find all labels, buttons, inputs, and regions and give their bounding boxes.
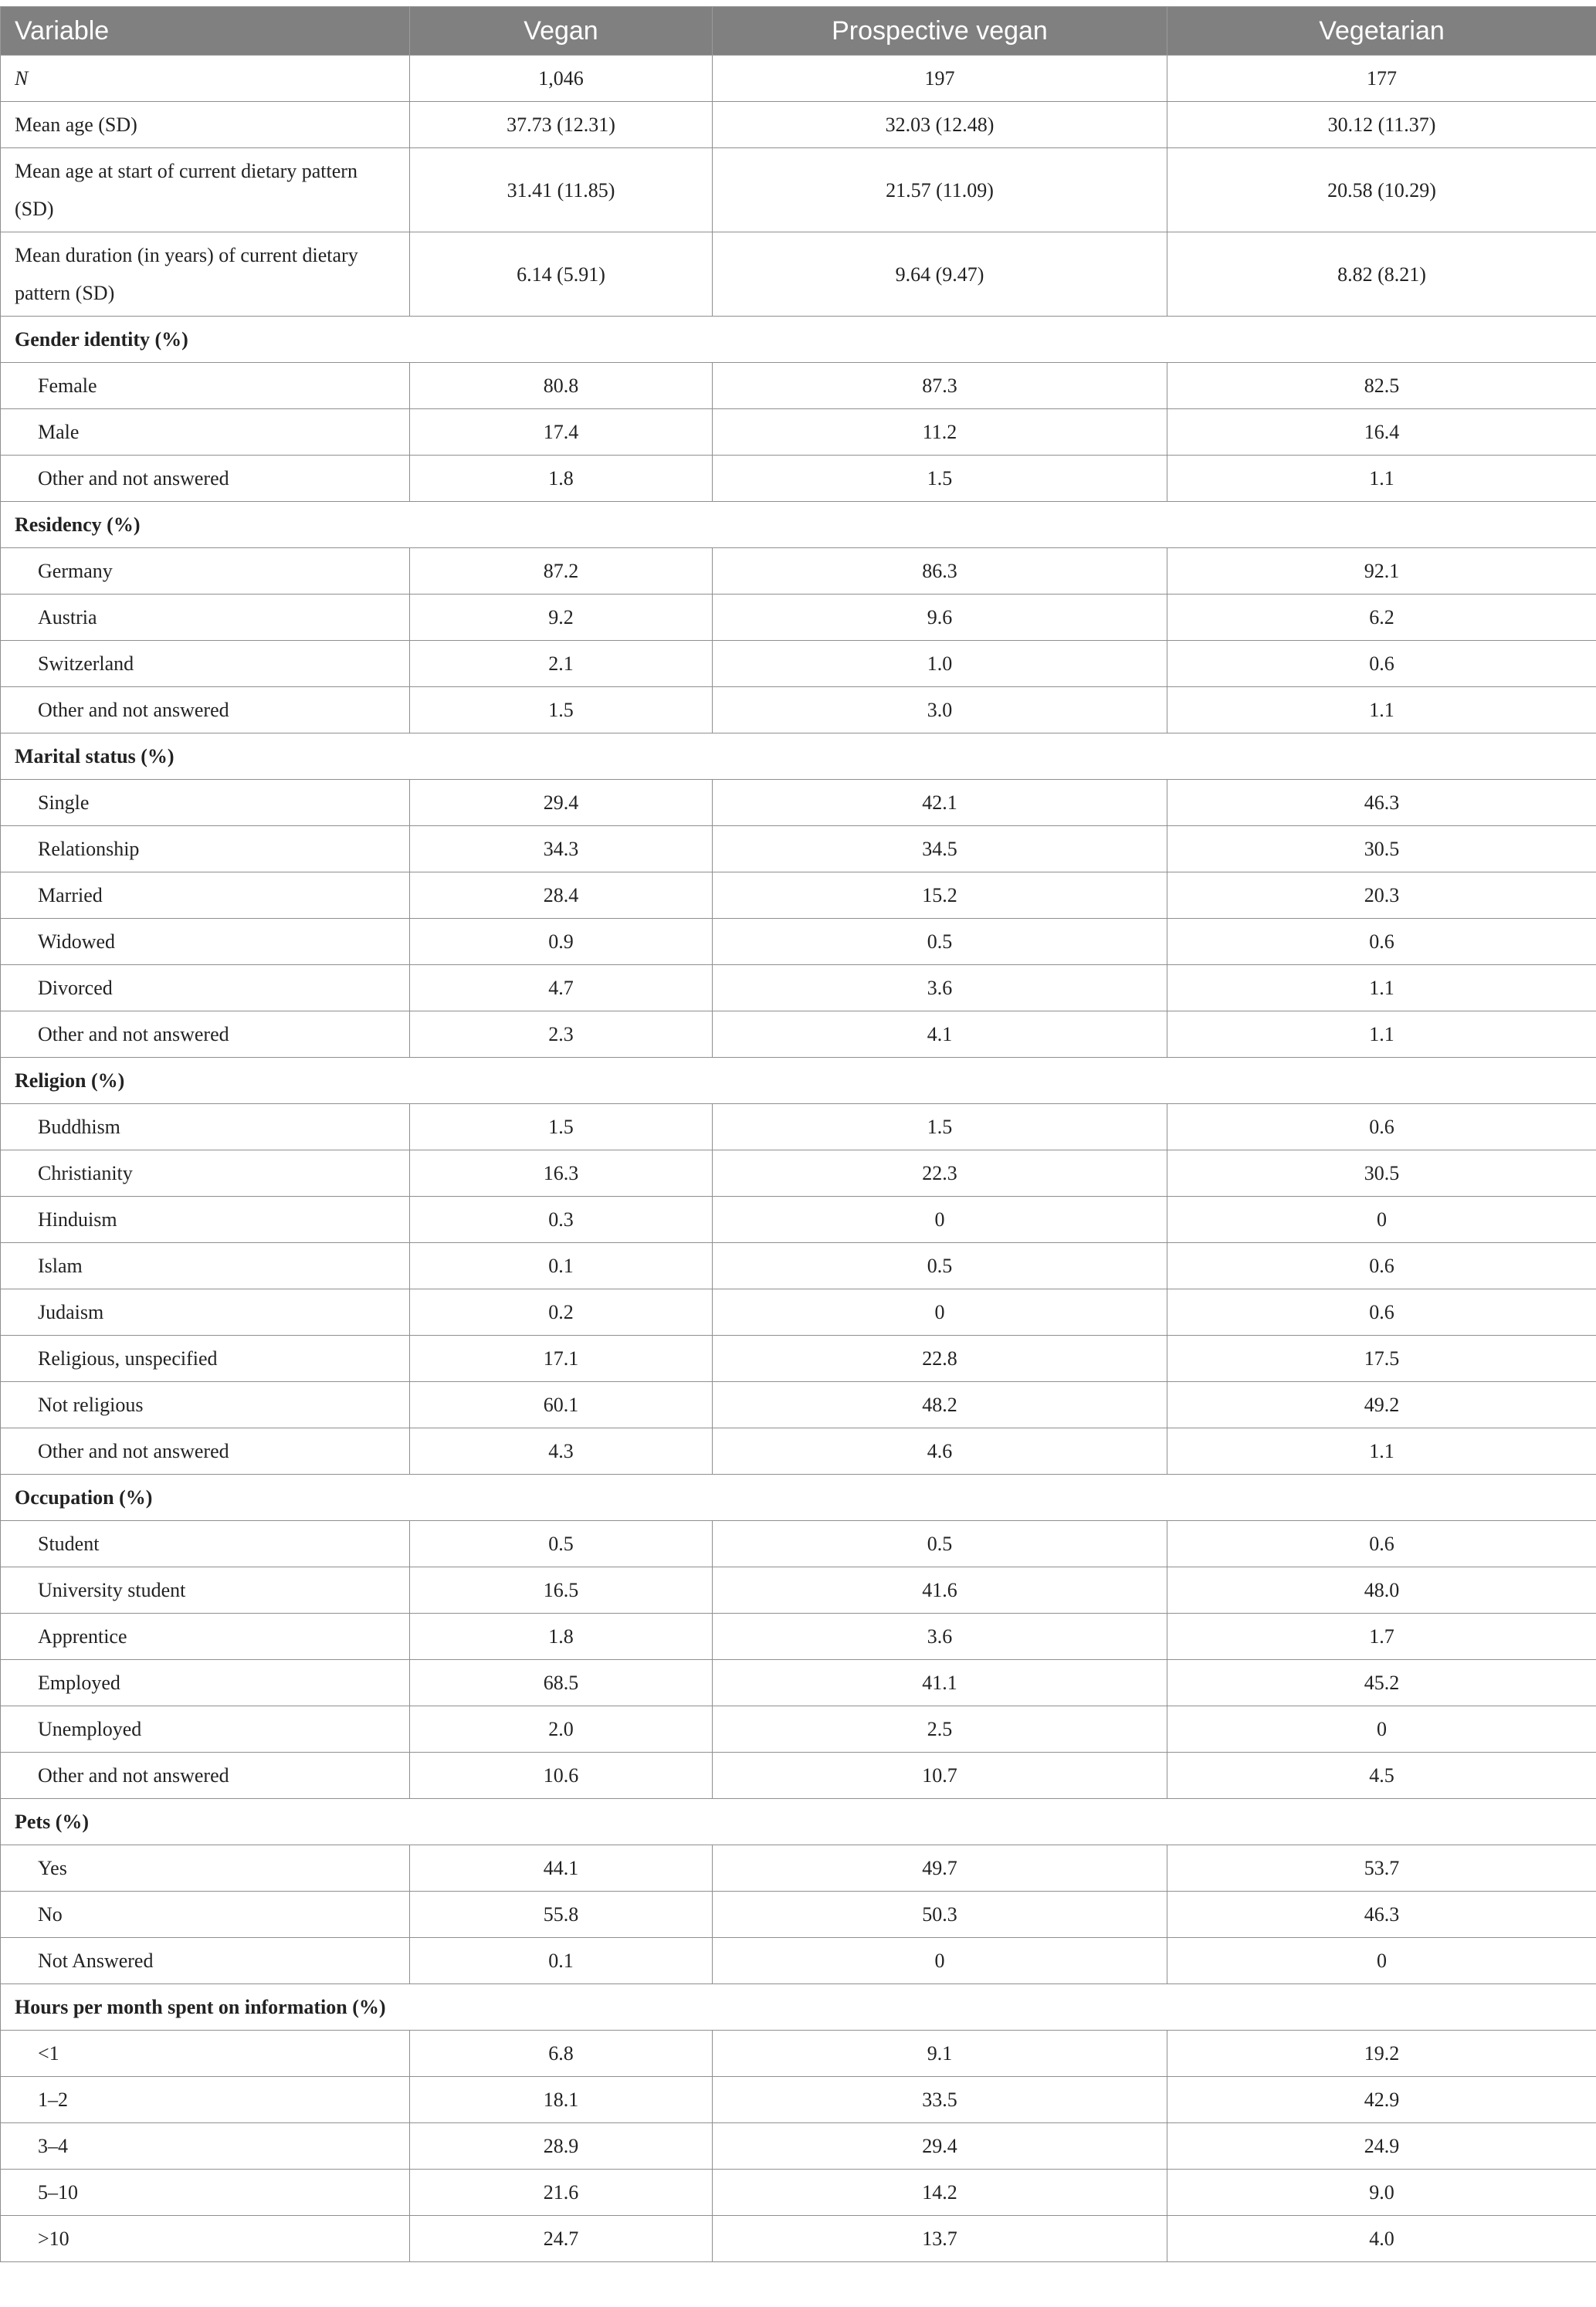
vegetarian-value: 46.3 bbox=[1167, 780, 1596, 826]
table-row bbox=[1, 1197, 1596, 1243]
row-label: >10 bbox=[1, 2216, 410, 2262]
vegetarian-value: 177 bbox=[1167, 56, 1596, 102]
vegetarian-value: 82.5 bbox=[1167, 363, 1596, 409]
vegetarian-value: 46.3 bbox=[1167, 1892, 1596, 1938]
section-label: Hours per month spent on information (%) bbox=[1, 1984, 1596, 2031]
prospective-vegan-value: 29.4 bbox=[713, 2123, 1167, 2170]
vegetarian-value: 0.6 bbox=[1167, 1521, 1596, 1567]
header-prospective-vegan: Prospective vegan bbox=[713, 7, 1167, 56]
table-row bbox=[1, 2170, 1596, 2216]
table-row bbox=[1, 1892, 1596, 1938]
vegan-value: 29.4 bbox=[410, 780, 713, 826]
prospective-vegan-value: 33.5 bbox=[713, 2077, 1167, 2123]
prospective-vegan-value: 0.5 bbox=[713, 1243, 1167, 1289]
prospective-vegan-value: 48.2 bbox=[713, 1382, 1167, 1428]
vegetarian-value: 20.3 bbox=[1167, 872, 1596, 919]
row-label: Single bbox=[1, 780, 410, 826]
vegan-value: 0.3 bbox=[410, 1197, 713, 1243]
vegetarian-value: 92.1 bbox=[1167, 548, 1596, 595]
prospective-vegan-value: 41.6 bbox=[713, 1567, 1167, 1614]
prospective-vegan-value: 14.2 bbox=[713, 2170, 1167, 2216]
vegetarian-value: 1.1 bbox=[1167, 1011, 1596, 1058]
vegan-value: 2.1 bbox=[410, 641, 713, 687]
section-label: Pets (%) bbox=[1, 1799, 1596, 1845]
prospective-vegan-value: 1.5 bbox=[713, 1104, 1167, 1150]
row-label: Yes bbox=[1, 1845, 410, 1892]
row-label: Buddhism bbox=[1, 1104, 410, 1150]
table-row bbox=[1, 1521, 1596, 1567]
vegan-value: 0.1 bbox=[410, 1938, 713, 1984]
vegan-value: 0.2 bbox=[410, 1289, 713, 1336]
demographics-table bbox=[0, 6, 1596, 2262]
prospective-vegan-value: 49.7 bbox=[713, 1845, 1167, 1892]
vegan-value: 17.4 bbox=[410, 409, 713, 456]
table-row bbox=[1, 232, 1596, 317]
header-vegan: Vegan bbox=[410, 7, 713, 56]
table-row bbox=[1, 1104, 1596, 1150]
vegan-value: 28.9 bbox=[410, 2123, 713, 2170]
table-row bbox=[1, 1243, 1596, 1289]
row-label: Other and not answered bbox=[1, 456, 410, 502]
row-label: Islam bbox=[1, 1243, 410, 1289]
table-row bbox=[1, 1660, 1596, 1706]
header-variable: Variable bbox=[1, 7, 410, 56]
table-row bbox=[1, 1706, 1596, 1753]
table-body bbox=[1, 56, 1596, 2262]
table-row bbox=[1, 2031, 1596, 2077]
table-row bbox=[1, 1753, 1596, 1799]
prospective-vegan-value: 22.8 bbox=[713, 1336, 1167, 1382]
table-row bbox=[1, 1614, 1596, 1660]
vegan-value: 1,046 bbox=[410, 56, 713, 102]
prospective-vegan-value: 9.64 (9.47) bbox=[713, 232, 1167, 317]
row-label: Hinduism bbox=[1, 1197, 410, 1243]
section-label: Marital status (%) bbox=[1, 733, 1596, 780]
table-row bbox=[1, 1845, 1596, 1892]
vegetarian-value: 0.6 bbox=[1167, 1289, 1596, 1336]
table-row bbox=[1, 2216, 1596, 2262]
prospective-vegan-value: 9.6 bbox=[713, 595, 1167, 641]
prospective-vegan-value: 9.1 bbox=[713, 2031, 1167, 2077]
vegan-value: 1.8 bbox=[410, 456, 713, 502]
vegan-value: 4.3 bbox=[410, 1428, 713, 1475]
vegetarian-value: 0.6 bbox=[1167, 919, 1596, 965]
vegetarian-value: 48.0 bbox=[1167, 1567, 1596, 1614]
section-label: Residency (%) bbox=[1, 502, 1596, 548]
prospective-vegan-value: 41.1 bbox=[713, 1660, 1167, 1706]
vegan-value: 2.3 bbox=[410, 1011, 713, 1058]
table-row bbox=[1, 1011, 1596, 1058]
prospective-vegan-value: 32.03 (12.48) bbox=[713, 102, 1167, 148]
vegan-value: 2.0 bbox=[410, 1706, 713, 1753]
section-label: Occupation (%) bbox=[1, 1475, 1596, 1521]
vegan-value: 0.9 bbox=[410, 919, 713, 965]
table-row bbox=[1, 548, 1596, 595]
vegan-value: 24.7 bbox=[410, 2216, 713, 2262]
vegan-value: 9.2 bbox=[410, 595, 713, 641]
row-label: Mean age (SD) bbox=[1, 102, 410, 148]
vegan-value: 4.7 bbox=[410, 965, 713, 1011]
vegan-value: 10.6 bbox=[410, 1753, 713, 1799]
vegetarian-value: 20.58 (10.29) bbox=[1167, 148, 1596, 232]
vegetarian-value: 6.2 bbox=[1167, 595, 1596, 641]
prospective-vegan-value: 87.3 bbox=[713, 363, 1167, 409]
vegan-value: 0.5 bbox=[410, 1521, 713, 1567]
prospective-vegan-value: 21.57 (11.09) bbox=[713, 148, 1167, 232]
vegetarian-value: 4.5 bbox=[1167, 1753, 1596, 1799]
vegan-value: 1.5 bbox=[410, 1104, 713, 1150]
prospective-vegan-value: 86.3 bbox=[713, 548, 1167, 595]
section-row bbox=[1, 733, 1596, 780]
table-row bbox=[1, 1382, 1596, 1428]
prospective-vegan-value: 42.1 bbox=[713, 780, 1167, 826]
section-row bbox=[1, 317, 1596, 363]
prospective-vegan-value: 0 bbox=[713, 1938, 1167, 1984]
vegetarian-value: 30.5 bbox=[1167, 826, 1596, 872]
table-row bbox=[1, 2123, 1596, 2170]
vegetarian-value: 1.1 bbox=[1167, 456, 1596, 502]
vegan-value: 0.1 bbox=[410, 1243, 713, 1289]
vegetarian-value: 0 bbox=[1167, 1197, 1596, 1243]
vegan-value: 55.8 bbox=[410, 1892, 713, 1938]
table-row bbox=[1, 456, 1596, 502]
section-row bbox=[1, 1984, 1596, 2031]
table-row bbox=[1, 1336, 1596, 1382]
prospective-vegan-value: 10.7 bbox=[713, 1753, 1167, 1799]
table-row bbox=[1, 2077, 1596, 2123]
vegetarian-value: 53.7 bbox=[1167, 1845, 1596, 1892]
vegan-value: 6.14 (5.91) bbox=[410, 232, 713, 317]
vegan-value: 16.5 bbox=[410, 1567, 713, 1614]
table-row bbox=[1, 56, 1596, 102]
table-row bbox=[1, 1938, 1596, 1984]
vegetarian-value: 0 bbox=[1167, 1938, 1596, 1984]
row-label: Switzerland bbox=[1, 641, 410, 687]
vegan-value: 34.3 bbox=[410, 826, 713, 872]
table-row bbox=[1, 1150, 1596, 1197]
vegan-value: 87.2 bbox=[410, 548, 713, 595]
row-label: No bbox=[1, 1892, 410, 1938]
table-header bbox=[1, 7, 1596, 56]
prospective-vegan-value: 15.2 bbox=[713, 872, 1167, 919]
table-row bbox=[1, 687, 1596, 733]
row-label: 1–2 bbox=[1, 2077, 410, 2123]
prospective-vegan-value: 0.5 bbox=[713, 919, 1167, 965]
table-row bbox=[1, 826, 1596, 872]
prospective-vegan-value: 3.6 bbox=[713, 965, 1167, 1011]
table-row bbox=[1, 965, 1596, 1011]
row-label: Apprentice bbox=[1, 1614, 410, 1660]
row-label: Unemployed bbox=[1, 1706, 410, 1753]
row-label: Other and not answered bbox=[1, 1753, 410, 1799]
vegan-value: 16.3 bbox=[410, 1150, 713, 1197]
table-row bbox=[1, 595, 1596, 641]
vegetarian-value: 0.6 bbox=[1167, 1243, 1596, 1289]
row-label: Student bbox=[1, 1521, 410, 1567]
vegetarian-value: 1.1 bbox=[1167, 687, 1596, 733]
vegetarian-value: 1.1 bbox=[1167, 1428, 1596, 1475]
table-row bbox=[1, 363, 1596, 409]
prospective-vegan-value: 50.3 bbox=[713, 1892, 1167, 1938]
vegetarian-value: 24.9 bbox=[1167, 2123, 1596, 2170]
vegetarian-value: 1.7 bbox=[1167, 1614, 1596, 1660]
row-label: Relationship bbox=[1, 826, 410, 872]
table-row bbox=[1, 1567, 1596, 1614]
header-vegetarian: Vegetarian bbox=[1167, 7, 1596, 56]
prospective-vegan-value: 4.6 bbox=[713, 1428, 1167, 1475]
section-row bbox=[1, 1799, 1596, 1845]
vegan-value: 68.5 bbox=[410, 1660, 713, 1706]
prospective-vegan-value: 1.0 bbox=[713, 641, 1167, 687]
row-label: <1 bbox=[1, 2031, 410, 2077]
row-label: Religious, unspecified bbox=[1, 1336, 410, 1382]
vegan-value: 60.1 bbox=[410, 1382, 713, 1428]
prospective-vegan-value: 4.1 bbox=[713, 1011, 1167, 1058]
row-label: Other and not answered bbox=[1, 1011, 410, 1058]
vegetarian-value: 49.2 bbox=[1167, 1382, 1596, 1428]
row-label: Widowed bbox=[1, 919, 410, 965]
prospective-vegan-value: 34.5 bbox=[713, 826, 1167, 872]
row-label: Christianity bbox=[1, 1150, 410, 1197]
row-label: Married bbox=[1, 872, 410, 919]
prospective-vegan-value: 1.5 bbox=[713, 456, 1167, 502]
prospective-vegan-value: 0.5 bbox=[713, 1521, 1167, 1567]
table-row bbox=[1, 1289, 1596, 1336]
row-label: Male bbox=[1, 409, 410, 456]
prospective-vegan-value: 3.0 bbox=[713, 687, 1167, 733]
vegan-value: 80.8 bbox=[410, 363, 713, 409]
row-label: Employed bbox=[1, 1660, 410, 1706]
section-row bbox=[1, 1058, 1596, 1104]
vegan-value: 31.41 (11.85) bbox=[410, 148, 713, 232]
vegetarian-value: 19.2 bbox=[1167, 2031, 1596, 2077]
row-label: Not Answered bbox=[1, 1938, 410, 1984]
row-label: Austria bbox=[1, 595, 410, 641]
table-row bbox=[1, 919, 1596, 965]
row-label: Mean age at start of current dietary pattern (SD) bbox=[1, 148, 410, 232]
row-label: Not religious bbox=[1, 1382, 410, 1428]
prospective-vegan-value: 13.7 bbox=[713, 2216, 1167, 2262]
table-row bbox=[1, 148, 1596, 232]
vegan-value: 17.1 bbox=[410, 1336, 713, 1382]
vegetarian-value: 0.6 bbox=[1167, 641, 1596, 687]
table-row bbox=[1, 872, 1596, 919]
row-label: N bbox=[1, 56, 410, 102]
vegetarian-value: 17.5 bbox=[1167, 1336, 1596, 1382]
vegetarian-value: 9.0 bbox=[1167, 2170, 1596, 2216]
row-label: Germany bbox=[1, 548, 410, 595]
vegan-value: 21.6 bbox=[410, 2170, 713, 2216]
row-label: Mean duration (in years) of current dietary pattern (SD) bbox=[1, 232, 410, 317]
vegetarian-value: 30.5 bbox=[1167, 1150, 1596, 1197]
section-label: Religion (%) bbox=[1, 1058, 1596, 1104]
row-label: Judaism bbox=[1, 1289, 410, 1336]
vegetarian-value: 0.6 bbox=[1167, 1104, 1596, 1150]
row-label: Divorced bbox=[1, 965, 410, 1011]
table-row bbox=[1, 102, 1596, 148]
vegetarian-value: 16.4 bbox=[1167, 409, 1596, 456]
vegan-value: 18.1 bbox=[410, 2077, 713, 2123]
section-label: Gender identity (%) bbox=[1, 317, 1596, 363]
vegan-value: 44.1 bbox=[410, 1845, 713, 1892]
table-row bbox=[1, 409, 1596, 456]
prospective-vegan-value: 3.6 bbox=[713, 1614, 1167, 1660]
row-label: Other and not answered bbox=[1, 687, 410, 733]
section-row bbox=[1, 502, 1596, 548]
vegan-value: 37.73 (12.31) bbox=[410, 102, 713, 148]
prospective-vegan-value: 197 bbox=[713, 56, 1167, 102]
prospective-vegan-value: 11.2 bbox=[713, 409, 1167, 456]
vegan-value: 1.8 bbox=[410, 1614, 713, 1660]
row-label: Female bbox=[1, 363, 410, 409]
table-row bbox=[1, 780, 1596, 826]
row-label: 5–10 bbox=[1, 2170, 410, 2216]
row-label: 3–4 bbox=[1, 2123, 410, 2170]
row-label: Other and not answered bbox=[1, 1428, 410, 1475]
vegetarian-value: 8.82 (8.21) bbox=[1167, 232, 1596, 317]
vegan-value: 1.5 bbox=[410, 687, 713, 733]
vegetarian-value: 45.2 bbox=[1167, 1660, 1596, 1706]
row-label: University student bbox=[1, 1567, 410, 1614]
table-row bbox=[1, 641, 1596, 687]
header-row bbox=[1, 7, 1596, 56]
vegetarian-value: 0 bbox=[1167, 1706, 1596, 1753]
vegetarian-value: 42.9 bbox=[1167, 2077, 1596, 2123]
vegan-value: 28.4 bbox=[410, 872, 713, 919]
vegetarian-value: 4.0 bbox=[1167, 2216, 1596, 2262]
vegetarian-value: 30.12 (11.37) bbox=[1167, 102, 1596, 148]
prospective-vegan-value: 2.5 bbox=[713, 1706, 1167, 1753]
table-row bbox=[1, 1428, 1596, 1475]
section-row bbox=[1, 1475, 1596, 1521]
prospective-vegan-value: 22.3 bbox=[713, 1150, 1167, 1197]
prospective-vegan-value: 0 bbox=[713, 1197, 1167, 1243]
prospective-vegan-value: 0 bbox=[713, 1289, 1167, 1336]
vegan-value: 6.8 bbox=[410, 2031, 713, 2077]
vegetarian-value: 1.1 bbox=[1167, 965, 1596, 1011]
